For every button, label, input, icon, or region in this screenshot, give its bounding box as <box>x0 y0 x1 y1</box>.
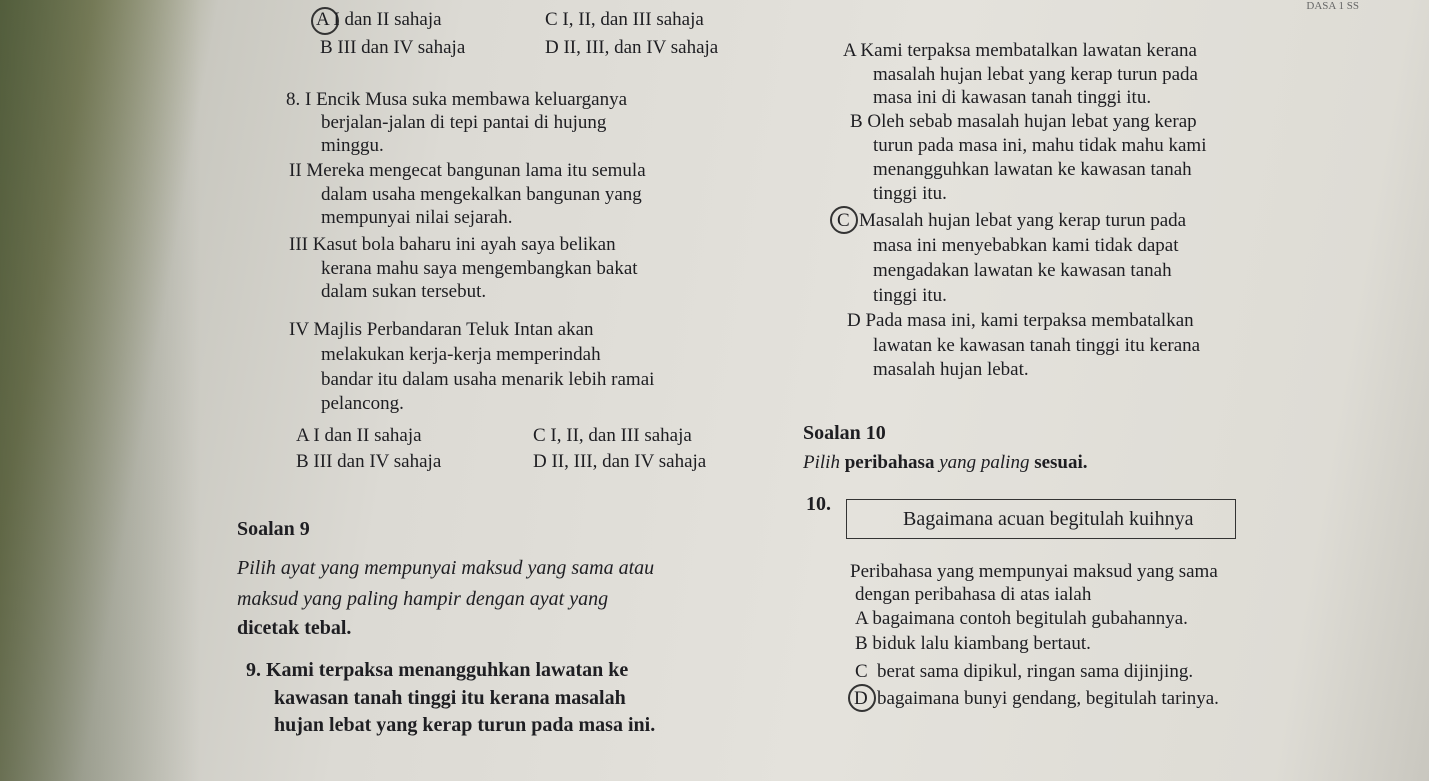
q8-option-d: D II, III, dan IV sahaja <box>533 451 707 472</box>
prev-option-b: B III dan IV sahaja <box>320 37 466 58</box>
q9-option-d-2: lawatan ke kawasan tanah tinggi itu kerana <box>873 335 1201 356</box>
q9-option-a-2: masalah hujan lebat yang kerap turun pada <box>873 64 1198 85</box>
q8-statement-4d: pelancong. <box>321 393 404 414</box>
question-9-line-2: kawasan tanah tinggi itu kerana masalah <box>274 687 626 709</box>
q8-statement-2c: mempunyai nilai sejarah. <box>321 207 513 228</box>
q9-option-b-4: tinggi itu. <box>873 183 947 204</box>
q10-option-c: berat sama dipikul, ringan sama dijinjing. <box>877 661 1194 682</box>
q9-option-c-4: tinggi itu. <box>873 285 947 306</box>
q9-option-b-3: menangguhkan lawatan ke kawasan tanah <box>873 159 1192 180</box>
prev-option-d: D II, III, dan IV sahaja <box>545 37 719 58</box>
q10-option-c-letter: C <box>855 661 868 682</box>
q8-statement-1a: 8. I Encik Musa suka membawa keluarganya <box>286 89 628 110</box>
q8-option-b: B III dan IV sahaja <box>296 451 442 472</box>
q8-statement-4a: IV Majlis Perbandaran Teluk Intan akan <box>289 319 594 340</box>
soalan-9-title: Soalan 9 <box>237 518 310 540</box>
question-9-line-1: 9. Kami terpaksa menangguhkan lawatan ke <box>246 659 629 681</box>
question-10-number: 10. <box>806 493 831 515</box>
q8-statement-2a: II Mereka mengecat bangunan lama itu semula <box>289 160 646 181</box>
q8-statement-2b: dalam usaha mengekalkan bangunan yang <box>321 184 642 205</box>
q9-option-d-3: masalah hujan lebat. <box>873 359 1029 380</box>
q8-statement-1b: berjalan-jalan di tepi pantai di hujung <box>321 112 607 133</box>
soalan-10-title: Soalan 10 <box>803 422 886 444</box>
q9-option-a-3: masa ini di kawasan tanah tinggi itu. <box>873 87 1152 108</box>
q8-statement-4c: bandar itu dalam usaha menarik lebih ramai <box>321 369 655 390</box>
q8-statement-3a: III Kasut bola baharu ini ayah saya belikan <box>289 234 616 255</box>
q8-option-c: C I, II, dan III sahaja <box>533 425 692 446</box>
q8-statement-4b: melakukan kerja-kerja memperindah <box>321 344 601 365</box>
q10-option-d-letter: D <box>854 688 868 709</box>
q9-option-c-letter: C <box>837 210 850 231</box>
q8-statement-1c: minggu. <box>321 135 384 156</box>
page-header: DASA 1 SS <box>1306 0 1359 12</box>
q10-option-a: A bagaimana contoh begitulah gubahannya. <box>855 608 1188 629</box>
q9-option-c-2: masa ini menyebabkan kami tidak dapat <box>873 235 1179 256</box>
question-10-line-1: Peribahasa yang mempunyai maksud yang sama <box>850 561 1218 582</box>
soalan-9-instruction-2: maksud yang paling hampir dengan ayat yang <box>237 588 609 610</box>
soalan-9-instruction-3: dicetak tebal. <box>237 617 352 639</box>
page-shadow <box>0 0 200 781</box>
soalan-10-instruction-sesuai: sesuai. <box>1034 452 1088 473</box>
q9-option-d-1: D Pada masa ini, kami terpaksa membatalkan <box>847 310 1194 331</box>
soalan-10-instruction <box>803 452 1088 474</box>
q10-option-b: B biduk lalu kiambang bertaut. <box>855 633 1091 654</box>
q9-option-c-3: mengadakan lawatan ke kawasan tanah <box>873 260 1172 281</box>
peribahasa-text: Bagaimana acuan begitulah kuihnya <box>903 508 1194 530</box>
prev-option-c: C I, II, dan III sahaja <box>545 9 704 30</box>
soalan-9-instruction-1: Pilih ayat yang mempunyai maksud yang sama atau <box>237 557 655 579</box>
q8-statement-3c: dalam sukan tersebut. <box>321 281 487 302</box>
soalan-10-instruction-middle: yang paling <box>939 452 1030 473</box>
q9-option-b-2: turun pada masa ini, mahu tidak mahu kami <box>873 135 1207 156</box>
q10-option-d: bagaimana bunyi gendang, begitulah tarinya. <box>877 688 1219 709</box>
question-9-line-3: hujan lebat yang kerap turun pada masa ini. <box>274 714 656 736</box>
prev-option-a: A I dan II sahaja <box>316 9 442 30</box>
q9-option-b-1: B Oleh sebab masalah hujan lebat yang kerap <box>850 111 1197 132</box>
q8-option-a: A I dan II sahaja <box>296 425 422 446</box>
q8-statement-3b: kerana mahu saya mengembangkan bakat <box>321 258 638 279</box>
soalan-10-instruction-peribahasa: peribahasa <box>844 452 935 473</box>
question-10-line-2: dengan peribahasa di atas ialah <box>855 584 1092 605</box>
q9-option-c-1: Masalah hujan lebat yang kerap turun pada <box>859 210 1187 231</box>
q9-option-a-1: A Kami terpaksa membatalkan lawatan kerana <box>843 40 1197 61</box>
soalan-10-instruction-pilih: Pilih <box>803 452 840 473</box>
